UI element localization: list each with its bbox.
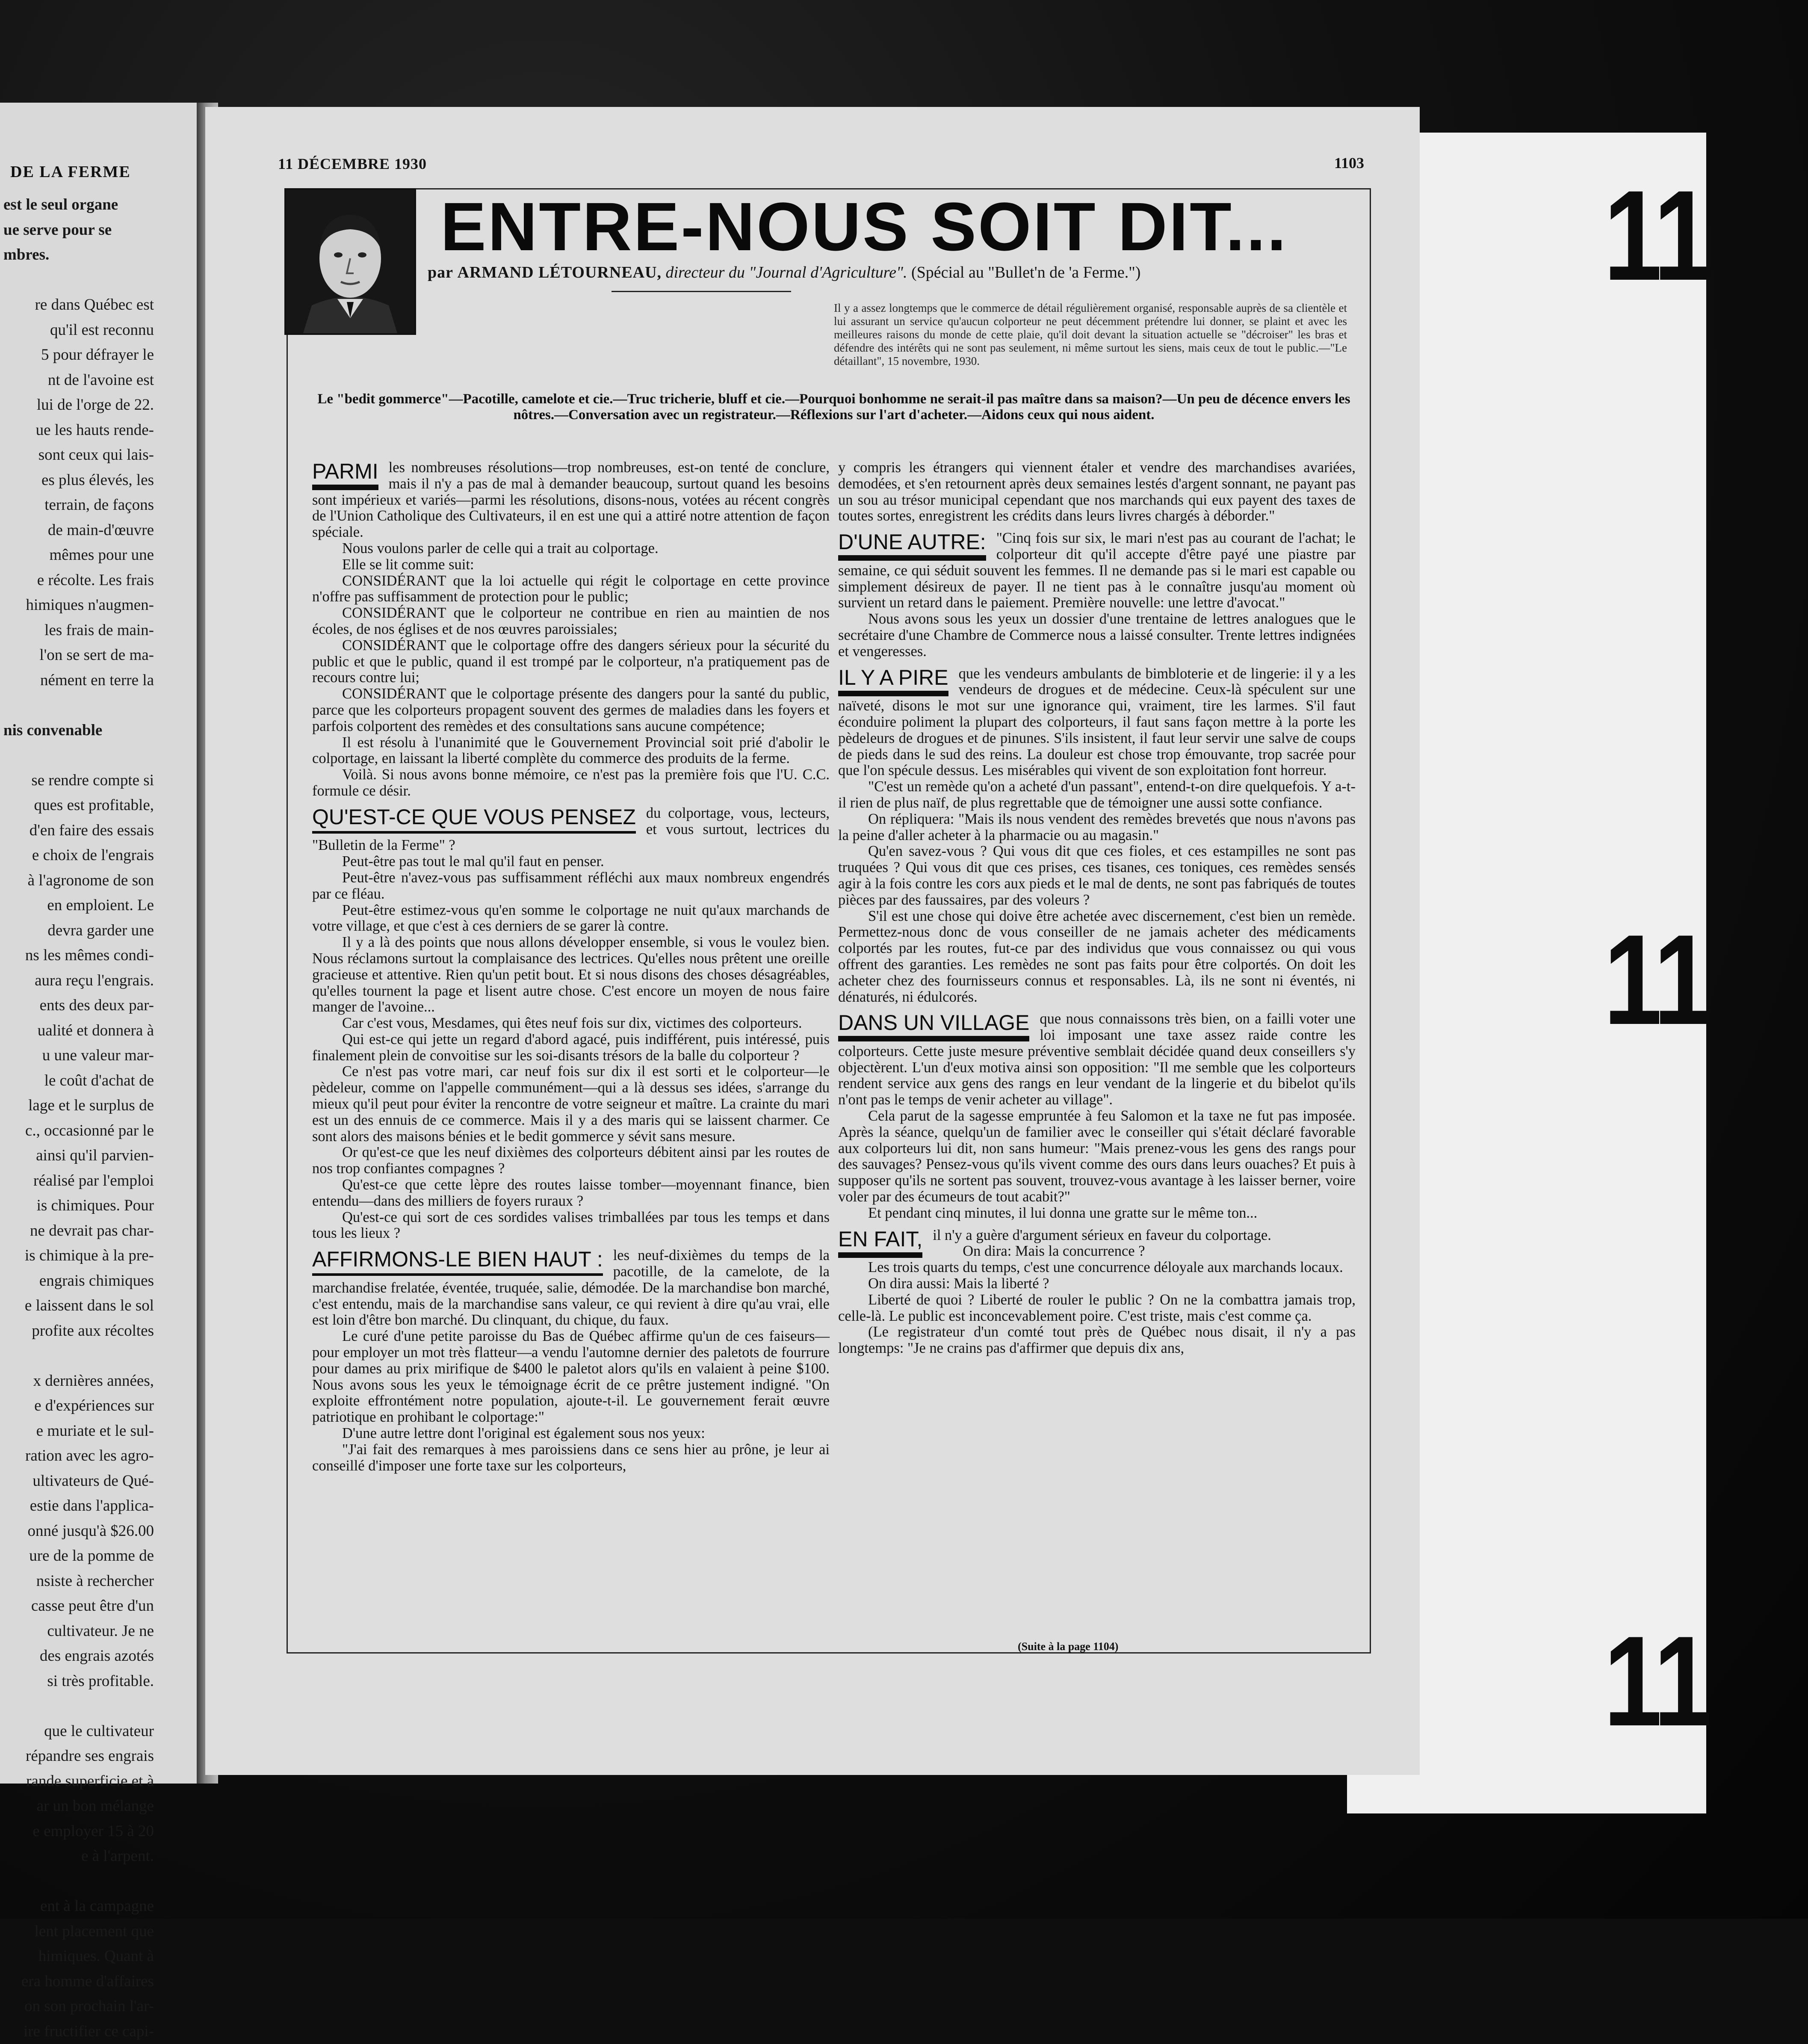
left-page-line: ire fructifier ce capi- [0, 2019, 154, 2044]
paragraph: (Le registrateur d'un comté tout près de Québec nous disait, il n'y a pas longtemps: "Je ne crains pas d'affirmer que depuis dix ans, [838, 1324, 1356, 1357]
paragraph: S'il est une chose qui doive être achetée avec discernement, c'est bien un remède. Permettez-nous donc de vous conseiller de ne jamais acheter des médicaments colportés par les routes, fut-ce par des individus que vous connaissez ou qui vous offrent des garanties. Les remèdes ne sont pas faits pour être colportés. On doit les acheter chez des fournisseurs connus et responsables. Là, ils ne sont ni éventés, ni dénaturés, ni édulcorés. [838, 908, 1356, 1006]
section-heading-quest-ce [312, 805, 636, 834]
left-page-line [0, 1694, 154, 1719]
left-page-line: es plus élevés, les [0, 468, 154, 493]
left-page-line: ration avec les agro- [0, 1444, 154, 1469]
left-page-line: mbres. [0, 243, 154, 268]
section-heading-parmi [312, 460, 378, 490]
paragraph: Car c'est vous, Mesdames, qui êtes neuf fois sur dix, victimes des colporteurs. [312, 1015, 830, 1032]
left-page-line: lui de l'orge de 22. [0, 393, 154, 418]
paragraph: du colportage, vous, lecteurs, et vous surtout, lectrices du "Bulletin de la Ferme" ? [312, 805, 830, 854]
left-page-line: re dans Québec est [0, 293, 154, 318]
paragraph: les nombreuses résolutions—trop nombreuses, est-on tenté de conclure, mais il n'y a pas de mal à demander beaucoup, surtout quand les besoins sont impérieux et variés—parmi les résolutions, disons-nous, votées au récent congrès de l'Union Catholique des Cultivateurs, il en est une qui a attiré notre attention de façon spéciale. [312, 460, 830, 541]
left-page-line: d'en faire des essais [0, 818, 154, 843]
left-page-text [0, 192, 154, 2044]
left-page-line [0, 1343, 154, 1369]
section-heading-text: QU'EST-CE QUE VOUS PENSEZ [312, 805, 636, 828]
left-page-line: e muriate et le sul- [0, 1419, 154, 1444]
left-page-line: rande superficie et à [0, 1769, 154, 1794]
section-heading-en-fait [838, 1228, 922, 1258]
paragraph: CONSIDÉRANT que le colportage présente des dangers pour la santé du public, parce que les colporteurs propagent souvent des germes de maladies dans les foyers et parfois colportent des remèdes et des consultations sans aucune compétence; [312, 686, 830, 734]
heading-rule [838, 691, 948, 696]
left-page-line: u une valeur mar- [0, 1043, 154, 1068]
paragraph: les neuf-dixièmes du temps de la pacotille, de la camelote, de la marchandise frelatée, éventée, truquée, salie, démodée. De la marchandise bon marché, c'est entendu, mais de la marchandise sans valeur, ce qui revient à dire qu'au vrai, elle est loin d'être bon marché. Du clinquant, du chique, du faux. [312, 1248, 830, 1328]
left-page-line: nt de l'avoine est [0, 368, 154, 393]
section-heading-text: DANS UN VILLAGE [838, 1011, 1029, 1034]
left-page-line: engrais chimiques [0, 1269, 154, 1294]
page-number: 1103 [1334, 154, 1364, 172]
byline-prefix: par [428, 263, 453, 281]
left-page-line: e employer 15 à 20 [0, 1819, 154, 1844]
heading-rule [312, 831, 636, 834]
left-page-line: terrain, de façons [0, 493, 154, 518]
left-page-line: himiques. Quant à [0, 1944, 154, 1969]
paragraph: Nous avons sous les yeux un dossier d'une trentaine de lettres analogues que le secrétaire d'une Chambre de Commerce nous a laissé consulter. Trente lettres indignées et vengeresses. [838, 611, 1356, 660]
section-heading-text: AFFIRMONS-LE BIEN HAUT : [312, 1248, 603, 1271]
left-page-line: ne devrait pas char- [0, 1219, 154, 1244]
left-page-line: des engrais azotés [0, 1644, 154, 1669]
left-page-line: ure de la pomme de [0, 1544, 154, 1569]
left-page-line: se rendre compte si [0, 768, 154, 793]
newspaper-page [205, 107, 1420, 1775]
paragraph: Il y a là des points que nous allons développer ensemble, si vous le voulez bien. Nous réclamons surtout la complaisance des lectrices. Qu'elles nous prêtent une oreille gracieuse et attentive. Rien qu'un petit bout. Et si nous disons des choses désagréables, qu'elles tournent la page et lisent autre chose. C'est encore un moyen de nous faire manger de l'avoine... [312, 935, 830, 1015]
section-heading-text: D'UNE AUTRE: [838, 530, 986, 553]
left-page-line: mêmes pour une [0, 543, 154, 568]
heading-rule [838, 555, 986, 561]
paragraph: "Cinq fois sur six, le mari n'est pas au courant de l'achat; le colporteur dit qu'il accepte d'être payé une piastre par semaine, ce qui séduit souvent les femmes. Il ne demande pas si le mari est capable ou simplement désireux de payer. Il ne tient pas à le connaître jusqu'au moment où survient un retard dans le paiement. Première nouvelle: une lettre d'avocat." [838, 530, 1356, 611]
paragraph: On dira aussi: Mais la liberté ? [838, 1276, 1356, 1292]
section-heading-dune-autre [838, 530, 986, 561]
left-page-line: le coût d'achat de [0, 1068, 154, 1094]
paragraph: Il est résolu à l'unanimité que le Gouvernement Provincial soit prié d'abolir le colportage, en laissant la liberté complète du commerce des produits de la ferme. [312, 735, 830, 767]
left-page-line: e à l'arpent. [0, 1844, 154, 1869]
paragraph: On répliquera: "Mais ils nous vendent des remèdes brevetés que nous n'avons pas la peine d'aller acheter à la pharmacie ou au magasin." [838, 811, 1356, 844]
left-page-line: cultivateur. Je ne [0, 1619, 154, 1644]
left-page-line: e choix de l'engrais [0, 843, 154, 868]
paragraph: CONSIDÉRANT que la loi actuelle qui régit le colportage en cette province n'offre pas suffisamment de protection pour le public; [312, 573, 830, 606]
paragraph: "J'ai fait des remarques à mes paroissiens dans ce sens hier au prône, je leur ai conseillé d'imposer une forte taxe sur les colporteurs, [312, 1442, 830, 1474]
card-number-middle: 11 [1604, 915, 1709, 1044]
paragraph: Elle se lit comme suit: [312, 557, 830, 573]
paragraph: que les vendeurs ambulants de bimbloterie et de lingerie: il y a les vendeurs de drogues et de médecine. Ceux-là spéculent sur une naïveté, disons le mot sur une ignorance qui, vraiment, tire les larmes. S'il faut éconduire poliment la plupart des colporteurs, il faut sans façon mettre à la porte les pèdeleurs de drogues et de pinunes. S'ils insistent, il faut leur servir une salve de coups de pieds dans le sud des reins. La douleur est chose trop émouvante, trop sacrée pour que l'on spécule dessus. Les misérables qui vivent de son exploitation font horreur. [838, 666, 1356, 779]
byline-role: directeur du "Journal d'Agriculture". [666, 263, 907, 281]
left-page-line: profite aux récoltes [0, 1319, 154, 1344]
paragraph: Cela parut de la sagesse empruntée à feu Salomon et la taxe ne fut pas imposée. Après la séance, quelqu'un de familier avec le conseiller qui s'était déclaré favorable aux colporteurs lui dit, non sans humeur: "Mais prenez-vous les gens des rangs pour des sauvages? Pensez-vous qu'ils vivent comme des ours dans leurs ouaches? Et puis à supposer qu'ils ne sortent pas souvent, trouvez-vous avantage à les laisser berner, voire voler par des écumeurs de tout acabit?" [838, 1108, 1356, 1205]
left-page-line: nément en terre la [0, 668, 154, 693]
left-page-line: on son prochain l'ar- [0, 1994, 154, 2019]
left-page-line: réalisé par l'emploi [0, 1168, 154, 1194]
paragraph: Nous voulons parler de celle qui a trait au colportage. [312, 541, 830, 557]
title-rule [612, 291, 791, 292]
left-page-line: est le seul organe [0, 192, 154, 218]
heading-rule [312, 1273, 603, 1276]
section-heading-affirmons [312, 1248, 603, 1276]
left-page-line: ainsi qu'il parvien- [0, 1143, 154, 1168]
left-page-line [0, 268, 154, 293]
heading-rule [838, 1036, 1029, 1041]
page-date: 11 DÉCEMBRE 1930 [278, 155, 427, 173]
paragraph: Peut-être pas tout le mal qu'il faut en penser. [312, 854, 830, 870]
left-page-line: himiques n'augmen- [0, 593, 154, 618]
left-page-line: casse peut être d'un [0, 1594, 154, 1619]
left-page-line: c., occasionné par le [0, 1118, 154, 1144]
paragraph: Et pendant cinq minutes, il lui donna une gratte sur le même ton... [838, 1205, 1356, 1222]
continued-note: (Suite à la page 1104) [1018, 1640, 1118, 1653]
paragraph: Le curé d'une petite paroisse du Bas de Québec affirme qu'un de ces faiseurs—pour employer un mot très flatteur—a vendu l'automne dernier des paletots de fourrure pour dames au prix mirifique de $400 le paletot alors qu'ils en valaient à peine $100. Nous avons sous les yeux le témoignage écrit de ce prêtre justement indigné. "On exploite effrontément notre population, ajoute-t-il. Le gouvernement ferait œuvre patriotique en prohibant le colportage:" [312, 1328, 830, 1426]
left-page-line: répandre ses engrais [0, 1744, 154, 1769]
left-page-fragment [0, 103, 197, 1784]
left-page-line: era homme d'affaires [0, 1969, 154, 1994]
left-page-line: x dernières années, [0, 1369, 154, 1394]
left-page-line: 5 pour défrayer le [0, 343, 154, 368]
left-page-line: estie dans l'applica- [0, 1494, 154, 1519]
left-page-line: les frais de main- [0, 618, 154, 643]
paragraph: il n'y a guère d'argument sérieux en faveur du colportage. [838, 1228, 1356, 1244]
paragraph: CONSIDÉRANT que le colportage offre des dangers sérieux pour la sécurité du public et que le public, quand il est trompé par le colporteur, n'a pratiquement pas de recours contre lui; [312, 638, 830, 686]
epigraph: Il y a assez longtemps que le commerce de détail régulièrement organisé, responsable auprès de sa clientèle et lui assurant un service qu'aucun colporteur ne peut décemment prétendre lui donner, se plaint et avec les meilleures raisons du monde de cette plaie, qu'il doit devant la situation actuelle se "décroiser" les bras et défendre des intérêts qui ne sont pas seulement, ni même surtout les siens, mais ceux de tout le public.—"Le détaillant", 15 novembre, 1930. [834, 302, 1347, 368]
left-page-line: ns les mêmes condi- [0, 943, 154, 968]
paragraph: Qu'est-ce que cette lèpre des routes laisse tomber—moyennant finance, bien entendu—dans des milliers de foyers ruraux ? [312, 1177, 830, 1210]
left-page-line: ar un bon mélange [0, 1794, 154, 1819]
paragraph: Liberté de quoi ? Liberté de rouler le public ? On ne la combattra jamais trop, celle-là. Le public est inconcevablement poire. C'est triste, mais c'est comme ça. [838, 1292, 1356, 1325]
article-title: ENTRE-NOUS SOIT DIT... [440, 192, 1381, 261]
heading-rule [312, 485, 378, 490]
left-page-line: ue serve pour se [0, 218, 154, 243]
left-page-line: e récolte. Les frais [0, 568, 154, 593]
left-page-line: si très profitable. [0, 1669, 154, 1694]
section-heading-il-y-a-pire [838, 666, 948, 696]
left-page-line: e laissent dans le sol [0, 1293, 154, 1319]
paragraph: Qu'en savez-vous ? Qui vous dit que ces fioles, et ces estampilles ne sont pas truquées ? Qui vous dit que ces prises, ces tisanes, ces toniques, ces remèdes sensés agir à la fois contre les cors aux pieds et le mal de dents, ne sont pas fabriqués de toutes pièces par des faussaires, par des voleurs ? [838, 843, 1356, 908]
left-page-line: lage et le surplus de [0, 1093, 154, 1118]
section-heading-text: EN FAIT, [838, 1228, 922, 1251]
left-page-line: qu'il est reconnu [0, 318, 154, 343]
left-page-line: is chimique à la pre- [0, 1243, 154, 1269]
left-page-line: ques est profitable, [0, 793, 154, 818]
left-page-line: ents des deux par- [0, 993, 154, 1018]
left-page-line: de main-d'œuvre [0, 518, 154, 543]
paragraph: CONSIDÉRANT que le colporteur ne contribue en rien au maintien de nos écoles, de nos églises et de nos œuvres paroissiales; [312, 605, 830, 638]
left-page-heading: DE LA FERME [10, 163, 131, 181]
author-portrait [284, 188, 416, 335]
left-page-line: aura reçu l'engrais. [0, 968, 154, 994]
left-page-line: ultivateurs de Qué- [0, 1469, 154, 1494]
left-page-line: l'on se sert de ma- [0, 643, 154, 668]
byline-author: ARMAND LÉTOURNEAU, [458, 263, 662, 281]
card-number-top: 11 [1604, 171, 1709, 299]
left-page-line [0, 1869, 154, 1894]
section-heading-text: PARMI [312, 460, 378, 483]
paragraph: Ce n'est pas votre mari, car neuf fois sur dix il est sorti et le colporteur—le pèdeleur, comme on l'appelle communément—qui a là dessus ses idées, s'arrange du mieux qu'il peut pour éviter la rencontre de votre seigneur et maître. La crainte du mari est un des ennuis de ce commerce. Mais il y a des maris qui se laissent charmer. Ce sont alors des maisons bénies et le bedit gommerce y sévit sans mesure. [312, 1064, 830, 1145]
left-page-line: e d'expériences sur [0, 1393, 154, 1419]
left-page-line: nis convenable [0, 718, 154, 743]
left-page-line: que le cultivateur [0, 1719, 154, 1744]
paragraph: D'une autre lettre dont l'original est également sous nos yeux: [312, 1426, 830, 1442]
paragraph: Qu'est-ce qui sort de ces sordides valises trimballées par tous les temps et dans tous les lieux ? [312, 1210, 830, 1242]
left-page-line [0, 743, 154, 768]
left-page-line: onné jusqu'à $26.00 [0, 1519, 154, 1544]
byline-special: (Spécial au "Bullet'n de 'a Ferme.") [911, 263, 1140, 281]
paragraph: "C'est un remède qu'on a acheté d'un passant", entend-t-on dire quelquefois. Y a-t-il rien de plus naïf, de plus regrettable que de témoigner une aussi sotte confiance. [838, 779, 1356, 811]
paragraph: Peut-être n'avez-vous pas suffisamment réfléchi aux maux nombreux engendrés par ce fléau. [312, 870, 830, 902]
paragraph: que nous connaissons très bien, on a failli voter une loi imposant une taxe assez raide contre les colporteurs. Cette juste mesure préventive semblait décidée quand deux conseillers s'y objectèrent. L'un d'eux motiva ainsi son opposition: "Il me semble que les colporteurs rendent service aux gens des rangs en leur vendant de la lingerie et du bibelot qu'ils n'ont pas le temps de venir acheter au village". [838, 1011, 1356, 1108]
right-column [838, 460, 1356, 1357]
left-page-line: devra garder une [0, 918, 154, 944]
left-page-line: ualité et donnera à [0, 1018, 154, 1044]
paragraph: Or qu'est-ce que les neuf dixièmes des colporteurs débitent ainsi par les routes de nos trop confiantes compagnes ? [312, 1145, 830, 1177]
left-page-line: ue les hauts rende- [0, 418, 154, 443]
section-heading-text: IL Y A PIRE [838, 666, 948, 689]
left-page-line: à l'agronome de son [0, 868, 154, 893]
left-page-line [0, 693, 154, 718]
paragraph: On dira: Mais la concurrence ? [838, 1243, 1356, 1260]
left-page-line: ent à la campagne [0, 1894, 154, 1919]
left-page-line: en emploient. Le [0, 893, 154, 918]
article-summary: Le "bedit gommerce"—Pacotille, camelote et cie.—Truc tricherie, bluff et cie.—Pourquoi bonhomme ne serait-il pas maître dans sa maison?—Un peu de décence envers les nôtres.—Conversation avec un registrateur.—Réflexions sur l'art d'acheter.—Aidons ceux qui nous aident. [304, 391, 1364, 423]
paragraph: Voilà. Si nous avons bonne mémoire, ce n'est pas la première fois que l'U. C.C. formule ce désir. [312, 767, 830, 799]
left-page-line: lent placement que [0, 1919, 154, 1944]
left-column [312, 460, 830, 1474]
paragraph: Les trois quarts du temps, c'est une concurrence déloyale aux marchands locaux. [838, 1260, 1356, 1276]
left-page-line: is chimiques. Pour [0, 1193, 154, 1219]
card-number-bottom: 11 [1604, 1617, 1709, 1745]
heading-rule [838, 1252, 922, 1258]
paragraph: y compris les étrangers qui viennent étaler et vendre des marchandises avariées, demodées, et s'en retournent après deux semaines lestés d'argent sonnant, ne payant pas un sou au trésor municipal cependant que nos marchands qui eux payent des taxes de toutes sortes, enregistrent les crédits dans leurs livres chargés à déborder." [838, 460, 1356, 524]
section-heading-dans-un-village [838, 1011, 1029, 1041]
left-page-line: nsiste à rechercher [0, 1569, 154, 1594]
byline [428, 263, 1140, 282]
paragraph: Peut-être estimez-vous qu'en somme le colportage ne nuit qu'aux marchands de votre village, et que c'est à ces derniers de se garer là contre. [312, 902, 830, 935]
left-page-line: sont ceux qui lais- [0, 443, 154, 468]
paragraph: Qui est-ce qui jette un regard d'abord agacé, puis indifférent, puis intéressé, puis finalement plein de convoitise sur les soi-disants trésors de la balle du colporteur ? [312, 1032, 830, 1064]
